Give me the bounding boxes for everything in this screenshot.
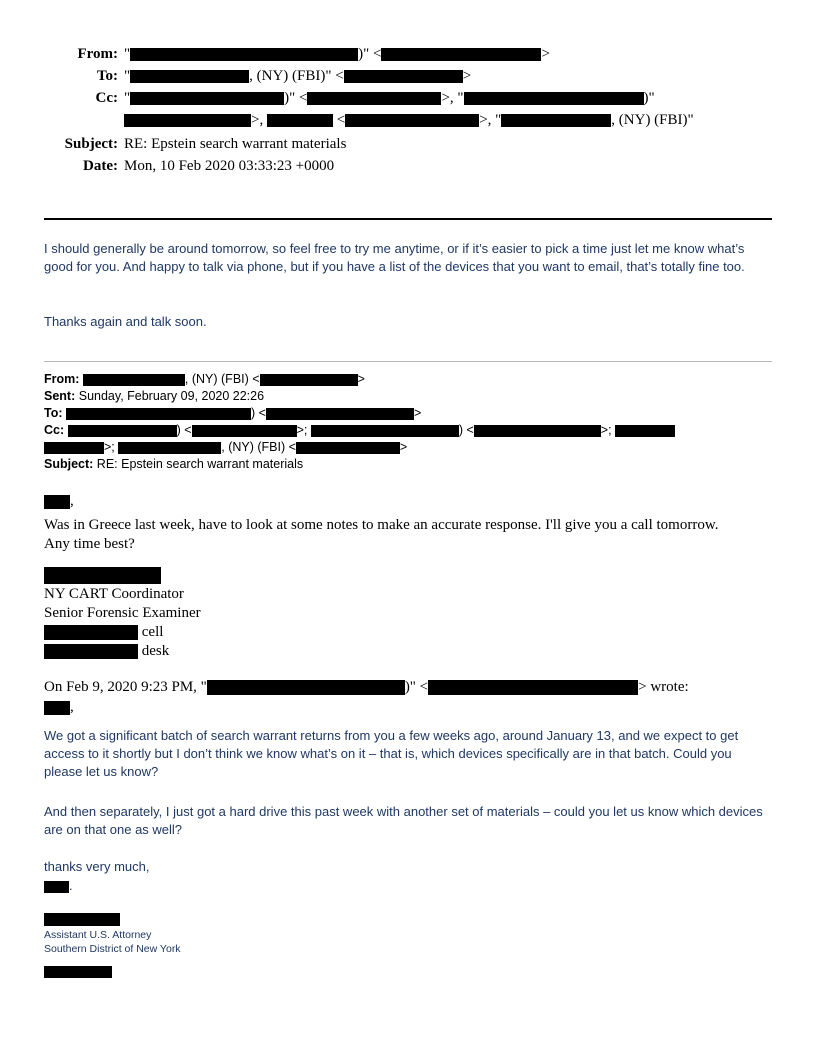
subject-label: Subject:	[64, 136, 118, 153]
signature-office: Southern District of New York	[44, 943, 181, 955]
redaction-bar	[130, 70, 249, 83]
signature-contact-redacted	[44, 963, 768, 981]
quoted-row-cc-cont: >; , (NY) (FBI) < >	[44, 439, 772, 456]
from-value: " )" < >	[124, 46, 550, 63]
inner-quote-signoff: .	[44, 877, 768, 895]
header-row-date	[44, 156, 772, 177]
quoted-divider	[44, 361, 772, 362]
redaction-bar	[311, 425, 459, 437]
redaction-bar	[501, 114, 611, 127]
redaction-bar	[66, 408, 251, 420]
quoted-paragraph-1: Was in Greece last week, have to look at some notes to make an accurate response. I'll give you a call tomorrow. Any time best?	[44, 517, 719, 552]
cc-value: " )" < >, " )"	[124, 90, 655, 107]
inner-quote-salutation: ,	[44, 698, 772, 717]
inner-quote-signature	[44, 910, 768, 981]
redaction-bar	[428, 680, 638, 695]
redaction-bar	[44, 913, 120, 926]
redaction-bar	[345, 114, 479, 127]
cc-value-continued: >, < >, " , (NY) (FBI)"	[124, 110, 694, 131]
redaction-bar	[44, 567, 161, 584]
redaction-bar	[267, 114, 333, 127]
header-row-to	[44, 66, 772, 87]
redaction-bar	[474, 425, 601, 437]
quoted-row-from: From: , (NY) (FBI) < >	[44, 372, 365, 386]
redaction-bar	[192, 425, 297, 437]
inner-quote-paragraph-2: And then separately, I just got a hard drive this past week with another set of materials – could you let us know which devices are on that one as well?	[44, 804, 763, 837]
redaction-bar	[344, 70, 463, 83]
redaction-bar	[44, 495, 70, 509]
quoted-salutation: ,	[44, 492, 772, 511]
cc-label: Cc:	[95, 90, 118, 107]
quoted-cc-label: Cc:	[44, 423, 65, 437]
signature-name-redacted	[44, 566, 772, 585]
redaction-bar	[260, 374, 358, 386]
quoted-row-subject	[44, 456, 772, 473]
signature-title-2: Senior Forensic Examiner	[44, 605, 201, 621]
to-value: " , (NY) (FBI)" < >	[124, 68, 472, 85]
quoted-signature	[44, 566, 772, 661]
redaction-bar	[207, 680, 405, 695]
redaction-bar	[130, 48, 358, 61]
body-paragraph-1: I should generally be around tomorrow, so feel free to try me anytime, or if it’s easier to pick a time just let me know what’s good for you. And happy to talk via phone, but if you have a list of the devices that you want to email, that’s totally fine too.	[44, 241, 745, 274]
date-label: Date:	[83, 158, 118, 175]
header-row-subject	[44, 134, 772, 155]
redaction-bar	[296, 442, 400, 454]
quoted-email-header	[44, 371, 772, 473]
header-row-from	[44, 44, 772, 65]
body-paragraph-2: Thanks again and talk soon.	[44, 314, 207, 329]
header-divider	[44, 218, 772, 220]
redaction-bar	[44, 701, 70, 715]
to-label: To:	[96, 68, 118, 85]
signature-role: Assistant U.S. Attorney	[44, 929, 152, 941]
quoted-subject-label: Subject:	[44, 457, 94, 471]
signature-desk: desk	[44, 642, 772, 661]
subject-value: RE: Epstein search warrant materials	[124, 136, 347, 153]
redaction-bar	[44, 881, 69, 893]
date-value: Mon, 10 Feb 2020 03:33:23 +0000	[124, 158, 335, 175]
quoted-row-cc: Cc: ) < >; ) < >;	[44, 422, 772, 439]
quoted-subject-value: RE: Epstein search warrant materials	[96, 457, 304, 471]
quoted-sent-label: Sent:	[44, 389, 76, 403]
signature-title-1: NY CART Coordinator	[44, 586, 184, 602]
redaction-bar	[615, 425, 675, 437]
quoted-from-label: From:	[44, 372, 80, 386]
redaction-bar	[130, 92, 284, 105]
redaction-bar	[124, 114, 251, 127]
signature-name-redacted	[44, 910, 768, 928]
redaction-bar	[44, 625, 138, 640]
header-row-cc	[44, 88, 772, 109]
redaction-bar	[118, 442, 221, 454]
quoted-sent-value: Sunday, February 09, 2020 22:26	[78, 389, 265, 403]
redaction-bar	[44, 442, 104, 454]
inner-quote-paragraph-1: We got a significant batch of search warrant returns from you a few weeks ago, around January 13, and we expect to get access to it shortly but I don’t think we know what’s on it – that is, which devices specifically are in that batch. Could you please let us know?	[44, 728, 739, 779]
redaction-bar	[83, 374, 185, 386]
redaction-bar	[464, 92, 644, 105]
inner-quote-paragraph-3: thanks very much,	[44, 859, 150, 874]
quoted-to-label: To:	[44, 406, 63, 420]
redaction-bar	[44, 644, 138, 659]
redaction-bar	[68, 425, 177, 437]
redaction-bar	[381, 48, 541, 61]
redaction-bar	[307, 92, 441, 105]
quoted-row-to: To: ) < >	[44, 406, 422, 420]
signature-cell: cell	[44, 623, 772, 642]
quoted-row-sent	[44, 388, 772, 405]
from-label: From:	[77, 46, 118, 63]
header-row-cc-cont	[44, 110, 772, 131]
inner-quote-attribution: On Feb 9, 2020 9:23 PM, " )" < > wrote:	[44, 679, 689, 695]
redaction-bar	[44, 966, 112, 978]
email-header	[44, 44, 772, 178]
redaction-bar	[266, 408, 414, 420]
